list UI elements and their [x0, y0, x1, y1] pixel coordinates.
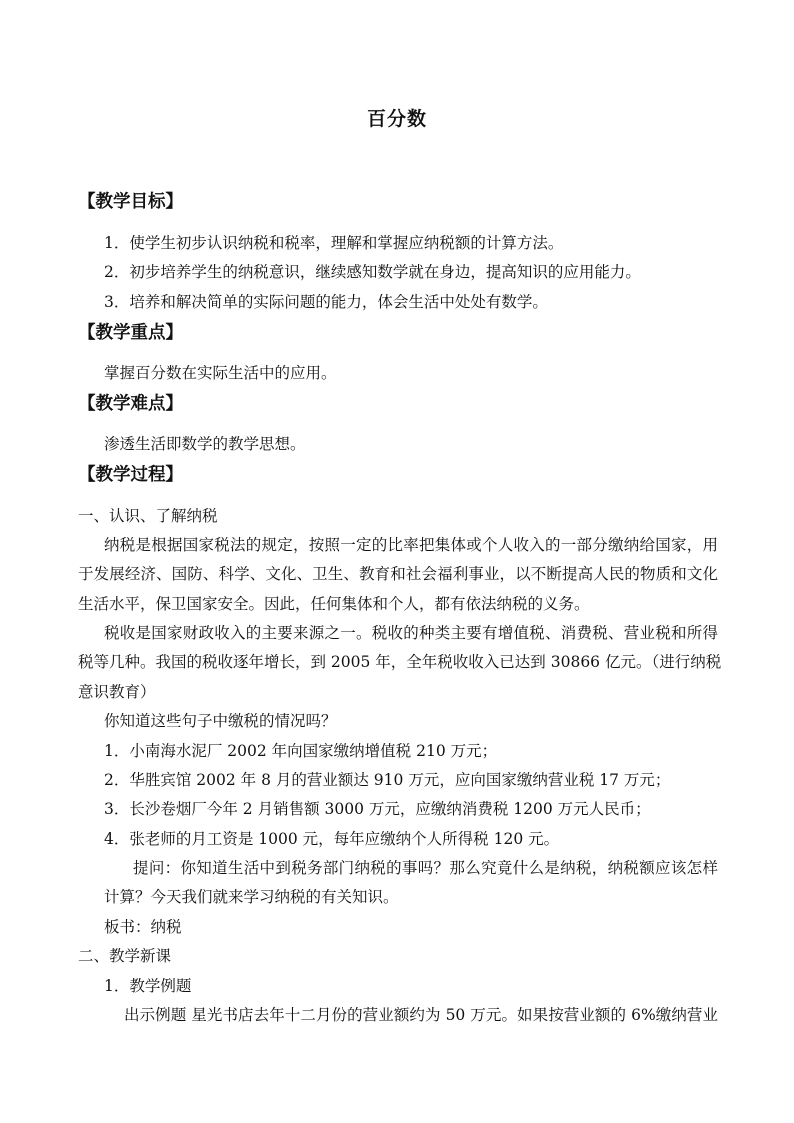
para1-line-1: 纳税是根据国家税法的规定，按照一定的比率把集体或个人收入的一部分缴纳给国家，用 [104, 536, 718, 554]
para2-line-2: 税等几种。我国的税收逐年增长，到 2005 年，全年税收收入已达到 30866 亿元。（进行纳税 [78, 653, 722, 671]
prompt-line-1: 提问：你知道生活中到税务部门纳税的事吗？那么究竟什么是纳税，纳税额应该怎样 [133, 859, 718, 877]
example-item-3: 3．长沙卷烟厂今年 2 月销售额 3000 万元，应缴纳消费税 1200 万元人民币； [104, 800, 651, 818]
difficulty-heading: 【教学难点】 [78, 394, 183, 414]
para2-line-1: 税收是国家财政收入的主要来源之一。税收的种类主要有增值税、消费税、营业税和所得 [104, 624, 718, 642]
goals-heading: 【教学目标】 [78, 192, 183, 212]
goal-item-3: 3．培养和解决简单的实际问题的能力，体会生活中处处有数学。 [104, 293, 548, 311]
key-heading: 【教学重点】 [78, 323, 183, 343]
board-text: 板书：纳税 [104, 918, 182, 936]
prompt-line-2: 计算？今天我们就来学习纳税的有关知识。 [104, 888, 399, 906]
difficulty-text: 渗透生活即数学的教学思想。 [104, 435, 306, 453]
part2-title: 二、教学新课 [78, 947, 172, 965]
part1-title: 一、认识、了解纳税 [78, 507, 218, 525]
sub1-title: 1．教学例题 [104, 977, 192, 995]
para1-line-3: 生活水平，保卫国家安全。因此，任何集体和个人，都有依法纳税的义务。 [78, 595, 590, 613]
para2-line-3: 意识教育） [78, 683, 156, 701]
goal-item-2: 2．初步培养学生的纳税意识，继续感知数学就在身边，提高知识的应用能力。 [104, 263, 641, 281]
process-heading: 【教学过程】 [78, 465, 183, 485]
example-item-4: 4．张老师的月工资是 1000 元，每年应缴纳个人所得税 120 元。 [104, 830, 560, 848]
question-text: 你知道这些句子中缴税的情况吗？ [104, 712, 337, 730]
goal-item-1: 1．使学生初步认识纳税和税率，理解和掌握应纳税额的计算方法。 [104, 234, 564, 252]
key-text: 掌握百分数在实际生活中的应用。 [104, 364, 337, 382]
para1-line-2: 于发展经济、国防、科学、文化、卫生、教育和社会福利事业，以不断提高人民的物质和文化 [78, 565, 718, 583]
page-title: 百分数 [366, 108, 427, 130]
example-problem-text: 出示例题 星光书店去年十二月份的营业额约为 50 万元。如果按营业额的 6%缴纳营业 [124, 1006, 718, 1024]
example-item-1: 1．小南海水泥厂 2002 年向国家缴纳增值税 210 万元； [104, 742, 498, 760]
example-item-2: 2．华胜宾馆 2002 年 8 月的营业额达 910 万元，应向国家缴纳营业税 17 万元； [104, 771, 671, 789]
